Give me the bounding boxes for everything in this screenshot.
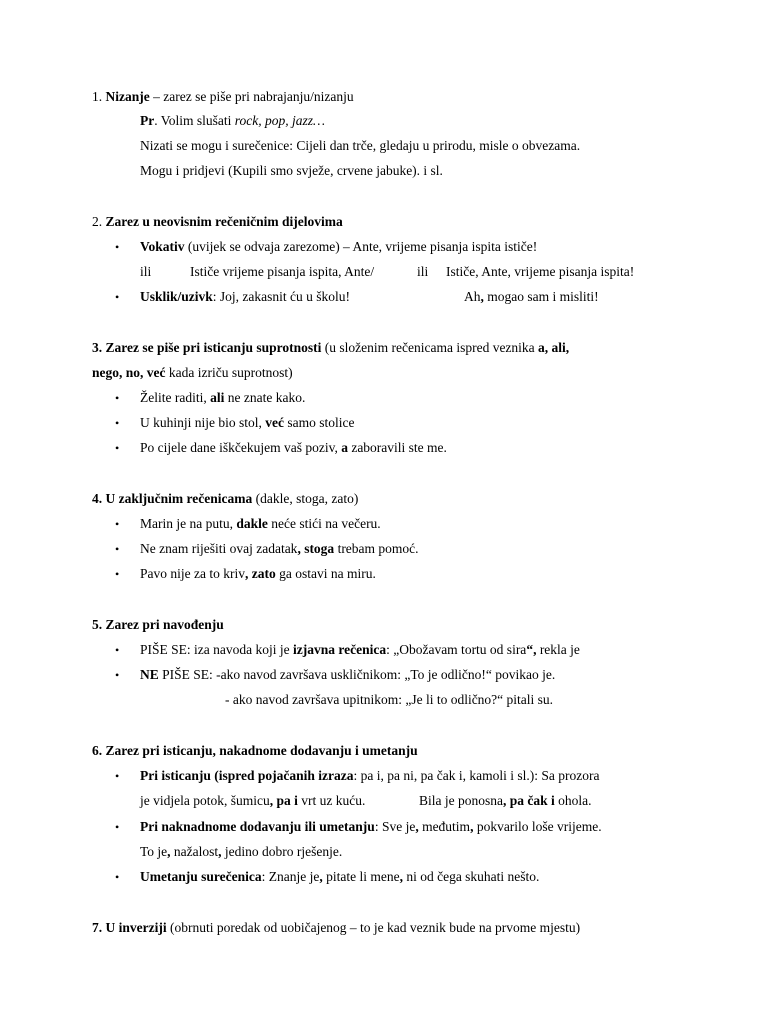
section-2-item-usklik: Usklik/uzivk: Joj, zakasnit ću u školu! [140, 289, 351, 304]
section-5-item-ne-pise-line-2: - ako navod završava upitnikom: „Je li to odlično?“ pitali su. [225, 692, 554, 707]
section-6-item-umetanje: Umetanju surečenica: Znanje je, pitate li mene, ni od čega skuhati nešto. [140, 869, 540, 884]
section-2-usklik-example: Ah, mogao sam i misliti! [464, 289, 599, 304]
section-1-example: Pr. Volim slušati rock, pop, jazz… [140, 113, 326, 128]
section-6-item-dodavanje-line-2: To je, nažalost, jedino dobro rješenje. [140, 844, 343, 859]
bullet: • [115, 820, 120, 834]
bullet: • [115, 769, 120, 783]
bullet: • [115, 240, 120, 254]
bullet: • [115, 542, 120, 556]
section-6-item-isticanje: Pri isticanju (ispred pojačanih izraza: pa i, pa ni, pa čak i, kamoli i sl.): Sa prozora [140, 768, 600, 783]
section-4-item-2: Ne znam riješiti ovaj zadatak, stoga trebam pomoć. [140, 541, 419, 556]
section-2-alt-2: Ističe, Ante, vrijeme pisanja ispita! [446, 264, 635, 279]
bullet: • [115, 290, 120, 304]
section-2-heading: 2. Zarez u neovisnim rečeničnim dijelovima [92, 214, 343, 229]
section-1-heading: 1. Nizanje – zarez se piše pri nabrajanju/nizanju [92, 89, 354, 104]
section-3-heading: 3. Zarez se piše pri isticanju suprotnosti (u složenim rečenicama ispred veznika a, ali, [92, 340, 570, 355]
section-3-heading-line-2: nego, no, već kada izriču suprotnost) [92, 365, 293, 380]
section-5-item-pise: PIŠE SE: iza navoda koji je izjavna rečenica: „Obožavam tortu od sira“, rekla je [140, 642, 580, 657]
section-2-item-vokativ: Vokativ (uvijek se odvaja zarezome) – Ante, vrijeme pisanja ispita ističe! [140, 239, 538, 254]
bullet: • [115, 391, 120, 405]
section-6-item-dodavanje: Pri naknadnome dodavanju ili umetanju: Sve je, međutim, pokvarilo loše vrijeme. [140, 819, 602, 834]
section-4-heading: 4. U zaključnim rečenicama (dakle, stoga, zato) [92, 491, 359, 506]
section-6-heading: 6. Zarez pri isticanju, nakadnome dodavanju i umetanju [92, 743, 418, 758]
section-4-item-3: Pavo nije za to kriv, zato ga ostavi na miru. [140, 566, 376, 581]
bullet: • [115, 643, 120, 657]
section-2-ili-1: ili [140, 264, 152, 279]
bullet: • [115, 870, 120, 884]
section-4-item-1: Marin je na putu, dakle neće stići na večeru. [140, 516, 381, 531]
bullet: • [115, 441, 120, 455]
bullet: • [115, 517, 120, 531]
section-5-heading: 5. Zarez pri navođenju [92, 617, 224, 632]
section-1-line-2: Nizati se mogu i surečenice: Cijeli dan trče, gledaju u prirodu, misle o obvezama. [140, 138, 581, 153]
section-6-item-isticanje-line-2: je vidjela potok, šumicu, pa i vrt uz kuću. [140, 793, 366, 808]
section-7-heading: 7. U inverziji (obrnuti poredak od uobičajenog – to je kad veznik bude na prvome mjestu) [92, 920, 581, 935]
bullet: • [115, 567, 120, 581]
section-5-item-ne-pise: NE PIŠE SE: -ako navod završava uskličnikom: „To je odlično!“ povikao je. [140, 667, 556, 682]
bullet: • [115, 668, 120, 682]
section-2-ili-2: ili [417, 264, 429, 279]
section-6-item-isticanje-example-2: Bila je ponosna, pa čak i ohola. [419, 793, 592, 808]
section-3-item-2: U kuhinji nije bio stol, već samo stolice [140, 415, 355, 430]
section-2-alt-1: Ističe vrijeme pisanja ispita, Ante/ [190, 264, 375, 279]
bullet: • [115, 416, 120, 430]
section-3-item-1: Želite raditi, ali ne znate kako. [140, 390, 306, 405]
section-3-item-3: Po cijele dane iškčekujem vaš poziv, a zaboravili ste me. [140, 440, 447, 455]
section-1-line-3: Mogu i pridjevi (Kupili smo svježe, crvene jabuke). i sl. [140, 163, 443, 178]
